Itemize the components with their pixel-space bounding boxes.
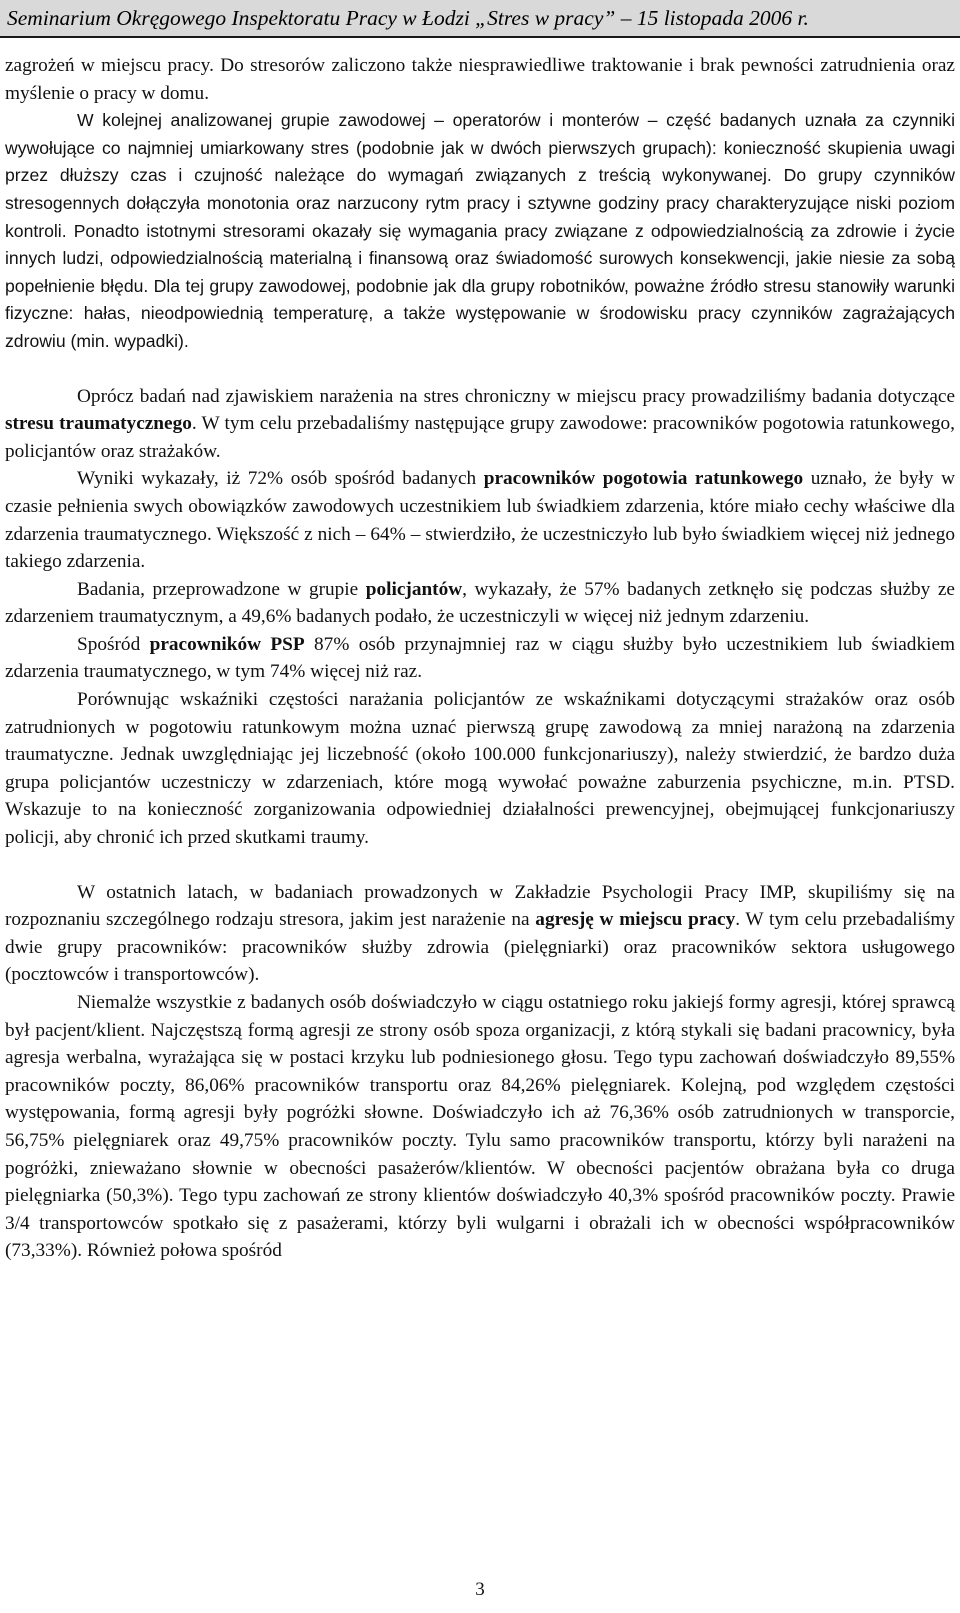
- paragraph-continuation: zagrożeń w miejscu pracy. Do stresorów zaliczono także niesprawiedliwe traktowanie i brak pewności zatrudnienia oraz myślenie o pracy w domu.: [5, 55, 955, 104]
- text-span: . W tym celu przebadaliśmy następujące grupy zawodowe: pracowników pogotowia ratunkowego, policjantów oraz strażaków.: [5, 413, 955, 462]
- text-span: W ostatnich latach, w badaniach prowadzonych w Zakładzie Psychologii Pracy IMP, skupiliśmy się na rozpoznaniu szczególnego rodzaju stresora, jakim jest narażenie na: [5, 881, 955, 931]
- body-text: [5, 52, 955, 1265]
- text-span: . W tym celu przebadaliśmy dwie grupy pracowników: pracowników służby zdrowia (pielęgniarki) oraz pracowników sektora usługowego (pocztowców i transportowców).: [5, 909, 955, 986]
- paragraph-ambulance: [5, 465, 955, 575]
- paragraph-comparison: Porównując wskaźniki częstości narażania policjantów ze wskaźnikami dotyczącymi strażaków oraz osób zatrudnionych w pogotowiu ratunkowym można uznać pierwszą grupę zawodową za mniej narażoną na zdarzenia traumatyczne. Jednak uwzględniając jej liczebność (około 100.000 funkcjonariuszy), należy stwierdzić, że bardzo duża grupa policjantów uczestniczy w zdarzeniach, które mogą wywołać poważne zaburzenia psychiczne, m.in. PTSD. Wskazuje to na konieczność zorganizowania odpowiedniej działalności prewencyjnej, obejmującej funkcjonariuszy policji, aby chronić ich przed skutkami traumy.: [5, 689, 955, 849]
- bold-term: pracowników PSP: [149, 633, 305, 655]
- bold-term: policjantów: [365, 578, 463, 600]
- paragraph-traumatic-stress: [5, 383, 955, 466]
- paragraph-police: [5, 576, 955, 631]
- page-number: 3: [475, 1579, 485, 1600]
- paragraph-operators: W kolejnej analizowanej grupie zawodowej – operatorów i monterów – część badanych uznała za czynniki wywołujące co najmniej umiarkowany stres (podobnie jak w dwóch pierwszych grupach): konieczność skupienia uwagi przez dłuższy czas i czujność należące do wymagań związanych z treścią wykonywanej. Do grupy czynników stresogennych dołączyła monotonia oraz narzucony rytm pracy i sztywne godziny pracy charakteryzujące niski poziom kontroli. Ponadto istotnymi stresorami okazały się wymagania pracy związane z odpowiedzialnością za zdrowie i życie innych ludzi, odpowiedzialnością materialną i finansową oraz świadomość surowych konsekwencji, jakie niesie za sobą popełnienie błędu. Dla tej grupy zawodowej, podobnie jak dla grupy robotników, poważne źródło stresu stanowiły warunki fizyczne: hałas, nieodpowiednią temperaturę, a także występowanie w środowisku pracy czynników zagrażających zdrowiu (min. wypadki).: [5, 110, 955, 351]
- paragraph-aggression-results: Niemalże wszystkie z badanych osób doświadczyło w ciągu ostatniego roku jakiejś formy agresji, której sprawcą był pacjent/klient. Najczęstszą formą agresji ze strony osób spoza organizacji, z którą stykali się badani pracownicy, była agresja werbalna, wyrażająca się w postaci krzyku lub podniesionego głosu. Tego typu zachowań doświadczyło 89,55% pracowników poczty, 86,06% pracowników transportu oraz 84,26% pielęgniarek. Kolejną, pod względem częstości występowania, formą agresji były pogróżki słowne. Doświadczyło ich aż 76,36% osób zatrudnionych w transporcie, 56,75% pielęgniarek oraz 49,75% pracowników poczty. Tylu samo pracowników transportu, którzy byli narażeni na pogróżki, znieważano słownie w obecności pasażerów/klientów. W obecności pacjentów obrażana była co druga pielęgniarka (50,3%). Tego typu zachowań ze strony klientów doświadczyło 40,3% spośród pracowników poczty. Prawie 3/4 transportowców spotkało się z pasażerami, którzy byli wulgarni i obrażali ich w obecności współpracowników (73,33%). Również połowa spośród: [5, 992, 955, 1262]
- paragraph-psp: [5, 631, 955, 686]
- bold-term: stresu traumatycznego: [5, 413, 192, 435]
- paragraph-aggression: [5, 879, 955, 989]
- running-header: Seminarium Okręgowego Inspektoratu Pracy w Łodzi „Stres w pracy” – 15 listopada 2006 r.: [0, 0, 960, 38]
- text-span: uznało, że były w czasie pełnienia swych obowiązków zawodowych uczestnikiem lub świadkiem zdarzenia, które miało cechy właściwe dla zdarzenia traumatycznego. Większość z nich – 64% – stwierdziło, że uczestniczyło lub było świadkiem więcej niż jednego takiego zdarzenia.: [5, 468, 955, 573]
- text-span: , wykazały, że 57% badanych zetknęło się podczas służby ze zdarzeniem traumatycznym, a 49,6% badanych podało, że uczestniczyli w więcej niż jednym zdarzeniu.: [5, 578, 955, 628]
- text-span: Wyniki wykazały, iż 72% osób spośród badanych: [77, 468, 484, 490]
- text-span: 87% osób przynajmniej raz w ciągu służby było uczestnikiem lub świadkiem zdarzenia traumatycznego, w tym 74% więcej niż raz.: [5, 633, 956, 683]
- bold-term: pracowników pogotowia ratunkowego: [483, 468, 804, 490]
- text-span: Spośród: [77, 633, 150, 655]
- text-span: Badania, przeprowadzone w grupie: [77, 578, 366, 600]
- text-span: Oprócz badań nad zjawiskiem narażenia na stres chroniczny w miejscu pracy prowadziliśmy badania dotyczące: [77, 385, 955, 407]
- bold-term: agresję w miejscu pracy: [535, 909, 736, 931]
